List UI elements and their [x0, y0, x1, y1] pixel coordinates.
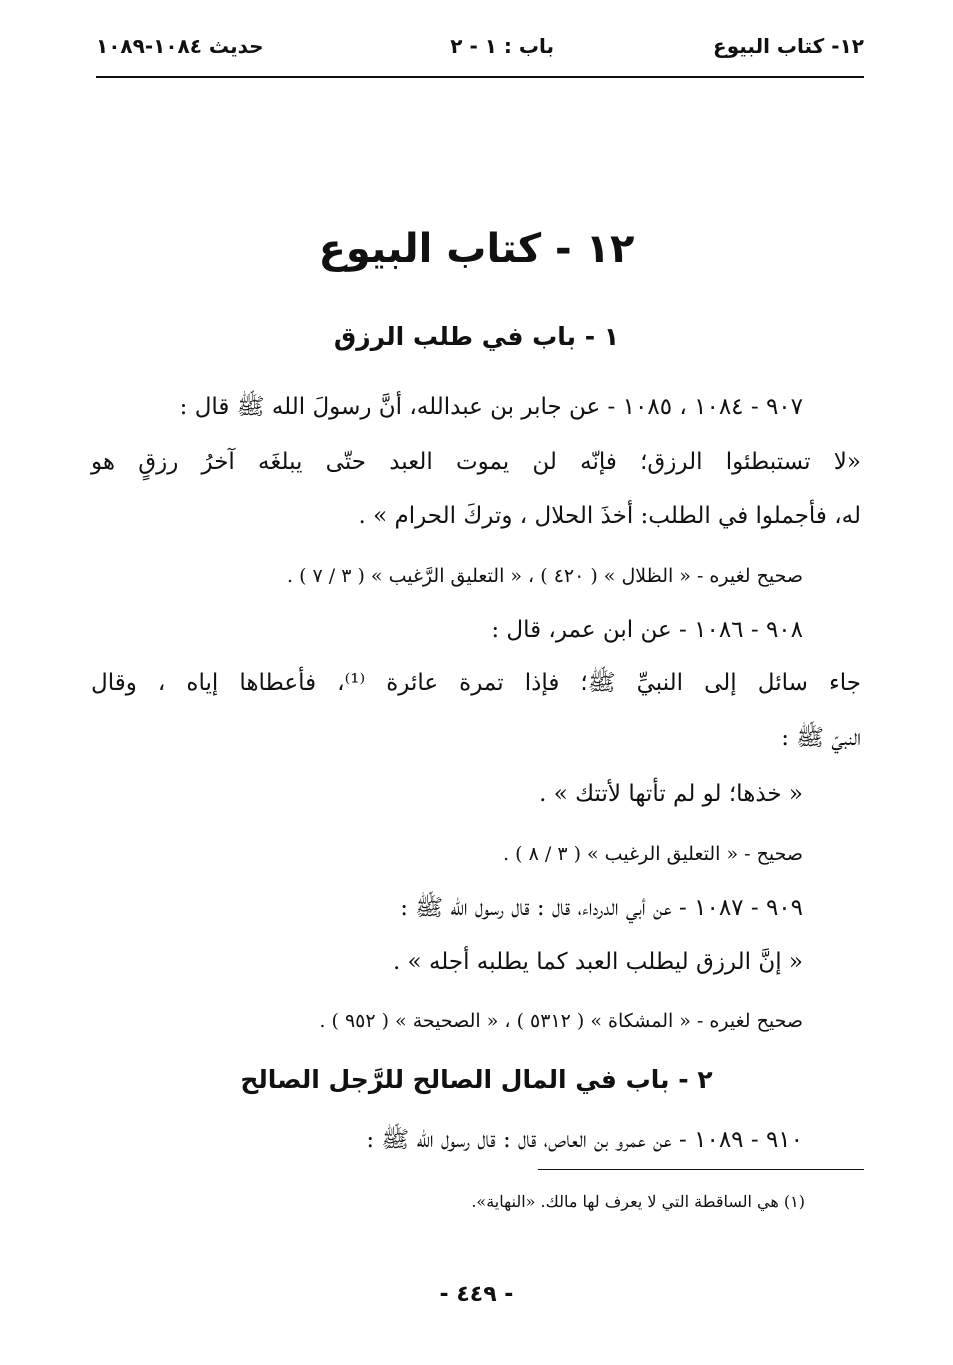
footnote-divider: [538, 1169, 864, 1170]
running-header: [96, 30, 864, 70]
header-chapter-range: باب : ١ - ٢: [450, 34, 554, 58]
hadith-908-grade: صحيح - « التعليق الرغيب » ( ٣ / ٨ ) .: [503, 843, 803, 865]
hadith-910-intro: ٩١٠ - ١٠٨٩ - عن عمرو بن العاص، قال : قال رسول الله ﷺ :: [366, 1127, 803, 1153]
header-book-name: ١٢- كتاب البيوع: [713, 34, 864, 58]
chapter-title-1: ١ - باب في طلب الرزق: [333, 322, 620, 351]
hadith-908-text-line-2: النبيّ ﷺ :: [781, 725, 861, 751]
hadith-909-grade: صحيح لغيره - « المشكاة » ( ٥٣١٢ ) ، « الصحيحة » ( ٩٥٢ ) .: [319, 1010, 803, 1032]
header-hadith-range: حديث ١٠٨٤-١٠٨٩: [96, 34, 264, 58]
hadith-907-text-line-2: له، فأجملوا في الطلب: أخذَ الحلال ، وتركَ الحرام » .: [358, 503, 861, 529]
hadith-909-text-line-1: « إنَّ الرزق ليطلب العبد كما يطلبه أجله » .: [392, 949, 803, 975]
hadith-909-intro: ٩٠٩ - ١٠٨٧ - عن أبي الدرداء، قال : قال رسول الله ﷺ :: [400, 895, 803, 921]
hadith-908-text-line-1: جاء سائل إلى النبيِّ ﷺ؛ فإذا تمرة عائرة ⁽¹⁾، فأعطاها إياه ، وقال: [91, 670, 861, 696]
page-number: - ٤٤٩ -: [439, 1282, 514, 1307]
chapter-title-2: ٢ - باب في المال الصالح للرَّجل الصالح: [240, 1065, 713, 1094]
hadith-908-text-line-3: « خذها؛ لو لم تأتها لأتتك » .: [539, 781, 803, 807]
book-title: ١٢ - كتاب البيوع: [318, 226, 635, 272]
footnote-1: (١) هي الساقطة التي لا يعرف لها مالك. «النهاية».: [471, 1192, 805, 1211]
header-divider: [96, 76, 864, 78]
hadith-907-grade: صحيح لغيره - « الظلال » ( ٤٢٠ ) ، « التعليق الرَّغيب » ( ٣ / ٧ ) .: [286, 565, 803, 587]
hadith-907-text-line-1: «لا تستبطئوا الرزق؛ فإنّه لن يموت العبد حتّى يبلغَه آخرُ رزقٍ هو: [91, 449, 861, 475]
hadith-908-intro: ٩٠٨ - ١٠٨٦ - عن ابن عمر، قال :: [491, 617, 803, 643]
hadith-907-intro: ٩٠٧ - ١٠٨٤ ، ١٠٨٥ - عن جابر بن عبدالله، أنَّ رسولَ الله ﷺ قال :: [179, 394, 803, 420]
